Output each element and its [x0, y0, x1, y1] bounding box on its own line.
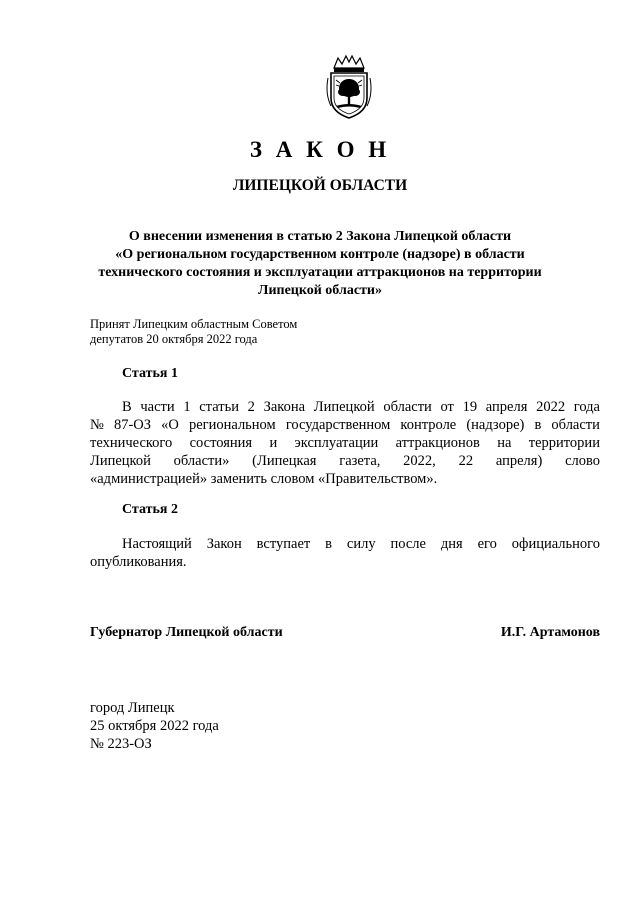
word: состояния — [189, 435, 253, 451]
word: 2022, — [403, 453, 436, 469]
word: вступает — [256, 536, 311, 552]
article-2-line: опубликования. — [90, 554, 187, 570]
word: Липецкой — [90, 453, 151, 469]
word: в — [325, 536, 332, 552]
word: его — [477, 536, 497, 552]
word: территории — [528, 435, 600, 451]
article-1-line — [90, 434, 600, 452]
word: от — [440, 399, 454, 415]
word: Закона — [263, 399, 306, 415]
word: после — [390, 536, 426, 552]
word: апреля) — [495, 453, 543, 469]
article-2-line — [122, 535, 600, 553]
word: дня — [440, 536, 463, 552]
word: и — [269, 435, 278, 451]
word: 19 — [462, 399, 478, 415]
footer-number: № 223-ОЗ — [90, 736, 152, 752]
word: аттракционов — [395, 435, 480, 451]
heading-line: технического состояния и эксплуатации аттракционов на территории — [98, 265, 542, 280]
heading-line: Липецкой области» — [258, 283, 382, 298]
adoption-note — [90, 317, 297, 347]
word: (Липецкая — [252, 453, 317, 469]
word: области» — [173, 453, 230, 469]
word: 1 — [183, 399, 191, 415]
word: Липецкой — [313, 399, 375, 415]
word: технического — [90, 435, 173, 451]
article-1-line — [122, 398, 600, 416]
coat-of-arms-emblem — [322, 54, 376, 120]
law-heading — [0, 228, 640, 300]
word: В — [122, 399, 132, 415]
word: региональном — [188, 417, 276, 433]
article-1-line: «администрацией» заменить словом «Правительством». — [90, 471, 438, 487]
word: 2 — [247, 399, 255, 415]
footer-city: город Липецк — [90, 700, 175, 716]
word: (надзоре) — [466, 417, 525, 433]
heading-line: «О региональном государственном контроле (надзоре) в области — [115, 247, 525, 262]
word: апреля — [485, 399, 528, 415]
word: Настоящий — [122, 536, 192, 552]
article-1-title: Статья 1 — [122, 366, 178, 381]
word: года — [573, 399, 600, 415]
region-title: ЛИПЕЦКОЙ ОБЛАСТИ — [232, 177, 408, 194]
word: статьи — [199, 399, 239, 415]
word: 87-ОЗ — [113, 417, 152, 433]
word: на — [497, 435, 512, 451]
document-footer — [90, 699, 219, 753]
word: слово — [565, 453, 600, 469]
word: официального — [511, 536, 600, 552]
word: № — [90, 417, 104, 433]
word: части — [140, 399, 175, 415]
law-title: З А К О Н — [249, 137, 391, 162]
word: области — [383, 399, 432, 415]
word: 2022 — [536, 399, 566, 415]
word: силу — [346, 536, 376, 552]
adoption-line: депутатов 20 октября 2022 года — [90, 332, 258, 346]
heading-line: О внесении изменения в статью 2 Закона Липецкой области — [128, 229, 512, 244]
word: «О — [161, 417, 179, 433]
footer-date: 25 октября 2022 года — [90, 718, 219, 734]
signatory-name: И.Г. Артамонов — [500, 625, 600, 640]
adoption-line: Принят Липецким областным Советом — [90, 317, 298, 331]
word: в — [534, 417, 542, 433]
word: государственном — [285, 417, 391, 433]
article-1-line — [90, 416, 600, 434]
word: Закон — [206, 536, 242, 552]
word: 22 — [458, 453, 474, 469]
article-1-line — [90, 452, 600, 470]
word: эксплуатации — [294, 435, 379, 451]
word: газета, — [339, 453, 381, 469]
word: области — [551, 417, 600, 433]
article-2-title: Статья 2 — [122, 502, 178, 517]
signatory-role: Губернатор Липецкой области — [90, 625, 283, 640]
word: контроле — [400, 417, 457, 433]
